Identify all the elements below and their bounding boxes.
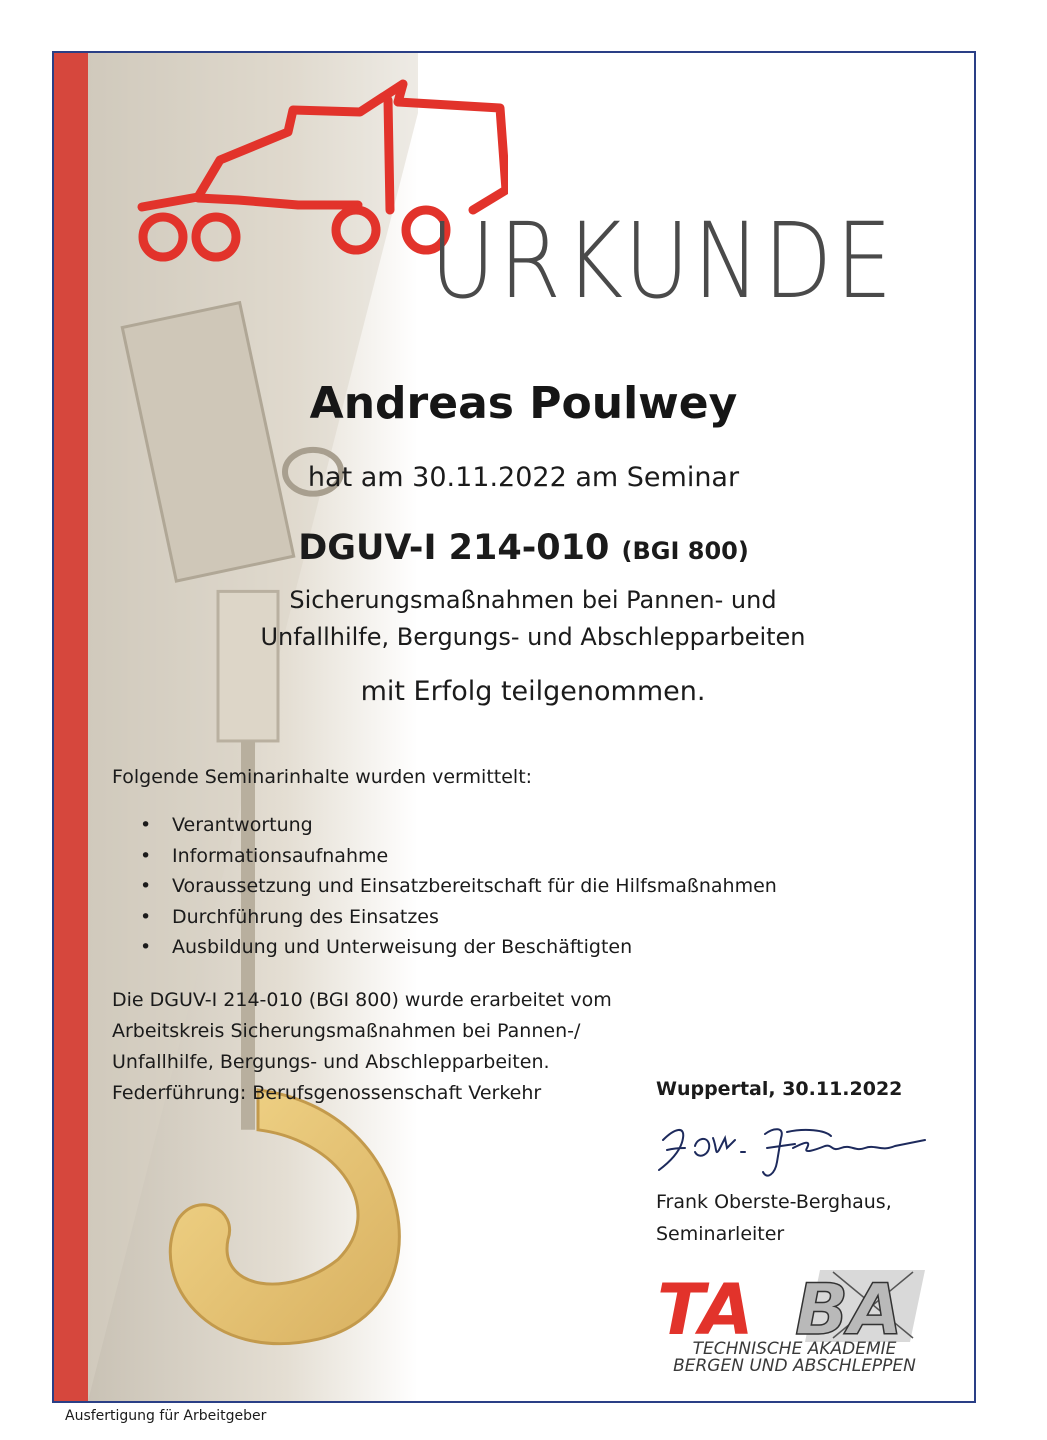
contents-intro: Folgende Seminarinhalte wurden vermittelt: <box>112 766 533 788</box>
taba-logo <box>655 1268 930 1343</box>
signer-name: Frank Oberste-Berghaus, <box>656 1191 892 1213</box>
note-line: Die DGUV-I 214-010 (BGI 800) wurde erarbeitet vom <box>112 989 612 1011</box>
taba-subtitle-line2: BERGEN UND ABSCHLEPPEN <box>673 1356 916 1376</box>
list-item: • Informationsaufnahme <box>140 841 777 872</box>
note-line: Federführung: Berufsgenossenschaft Verkehr <box>112 1082 542 1104</box>
list-item: • Voraussetzung und Einsatzbereitschaft für die Hilfsmaßnahmen <box>140 871 777 902</box>
recipient-name: Andreas Poulwey <box>309 378 738 429</box>
course-topic <box>0 582 1047 656</box>
result-line: mit Erfolg teilgenommen. <box>360 676 706 707</box>
place-date: Wuppertal, 30.11.2022 <box>656 1078 903 1100</box>
note-line: Arbeitskreis Sicherungsmaßnahmen bei Pannen-/ <box>112 1020 581 1042</box>
signature <box>655 1118 945 1188</box>
list-item: • Durchführung des Einsatzes <box>140 902 777 933</box>
course-topic-line1: Sicherungsmaßnahmen bei Pannen- und <box>289 586 777 614</box>
list-item: • Ausbildung und Unterweisung der Beschäftigten <box>140 932 777 963</box>
certificate-title: URKUNDE <box>430 200 896 322</box>
contents-list <box>140 810 777 963</box>
list-item: • Verantwortung <box>140 810 777 841</box>
course-code-alt: (BGI 800) <box>621 537 749 565</box>
taba-subtitle <box>662 1341 927 1375</box>
svg-text:BA: BA <box>795 1269 903 1343</box>
issuer-note <box>112 985 612 1109</box>
signer-role: Seminarleiter <box>656 1223 785 1245</box>
note-line: Unfallhilfe, Bergungs- und Abschlepparbeiten. <box>112 1051 550 1073</box>
svg-text:TA: TA <box>657 1269 754 1343</box>
participation-line: hat am 30.11.2022 am Seminar <box>307 462 740 493</box>
course-code-main: DGUV-I 214-010 <box>298 528 610 568</box>
course-code <box>0 528 1047 568</box>
course-topic-line2: Unfallhilfe, Bergungs- und Abschlepparbeiten <box>260 623 806 651</box>
taba-subtitle-line1: TECHNISCHE AKADEMIE <box>692 1339 897 1359</box>
signer-block <box>656 1186 892 1250</box>
red-side-band <box>54 53 88 1401</box>
footer-note: Ausfertigung für Arbeitgeber <box>65 1408 267 1424</box>
